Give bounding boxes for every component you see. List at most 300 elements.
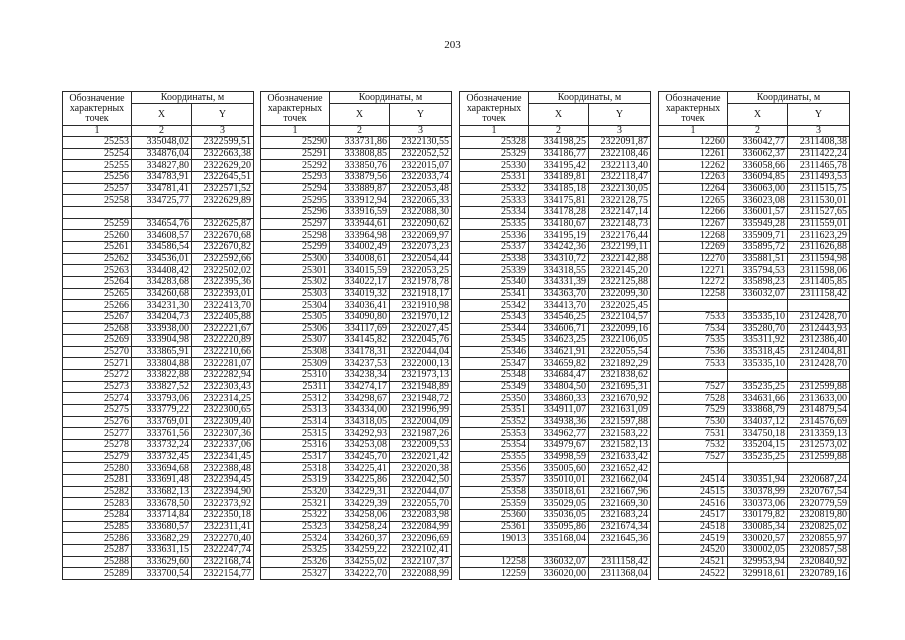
x-coordinate-cell: 333916,59: [330, 206, 390, 218]
table-row: [63, 544, 254, 556]
x-coordinate-cell: 334258,24: [330, 521, 390, 533]
point-id-cell: 25328: [460, 137, 529, 149]
y-header: Y: [390, 104, 452, 126]
table-row: [460, 230, 651, 242]
point-id-cell: 25267: [63, 311, 132, 323]
x-coordinate-cell: 334606,71: [529, 323, 589, 335]
table-row: [460, 276, 651, 288]
y-coordinate-cell: 2320825,02: [788, 521, 850, 533]
x-coordinate-cell: 333779,22: [132, 405, 192, 417]
table-row: [63, 428, 254, 440]
y-coordinate-cell: 2322027,45: [390, 323, 452, 335]
y-coordinate-cell: [589, 544, 651, 556]
x-coordinate-cell: 334225,86: [330, 475, 390, 487]
y-coordinate-cell: 2322670,68: [192, 230, 254, 242]
table-row: [659, 160, 850, 172]
table-row: [460, 346, 651, 358]
point-id-cell: 25283: [63, 498, 132, 510]
table-row: [460, 556, 651, 568]
point-id-cell: 7531: [659, 428, 728, 440]
x-coordinate-cell: 336032,07: [529, 556, 589, 568]
table-row: [63, 498, 254, 510]
x-header: X: [132, 104, 192, 126]
y-coordinate-cell: 2321597,88: [589, 416, 651, 428]
point-id-cell: 25275: [63, 405, 132, 417]
x-coordinate-cell: 335048,02: [132, 137, 192, 149]
point-id-cell: 25339: [460, 265, 529, 277]
y-coordinate-cell: [788, 300, 850, 312]
table-row: [659, 358, 850, 370]
x-coordinate-cell: 330020,57: [728, 533, 788, 545]
y-coordinate-cell: 2321662,04: [589, 475, 651, 487]
point-id-cell: 25358: [460, 486, 529, 498]
point-id-cell: 25322: [261, 510, 330, 522]
table-row: [261, 335, 452, 347]
point-id-cell: 25317: [261, 451, 330, 463]
y-coordinate-cell: 2322210,66: [192, 346, 254, 358]
point-id-cell: 7533: [659, 311, 728, 323]
y-coordinate-cell: 2312599,88: [788, 381, 850, 393]
y-coordinate-cell: 2321683,24: [589, 510, 651, 522]
y-coordinate-cell: 2322015,07: [390, 160, 452, 172]
point-id-cell: 25281: [63, 475, 132, 487]
table-row: [460, 475, 651, 487]
table-row: [659, 486, 850, 498]
x-coordinate-cell: 336001,57: [728, 206, 788, 218]
point-id-cell: 25315: [261, 428, 330, 440]
x-coordinate-cell: [728, 300, 788, 312]
table-row: [63, 475, 254, 487]
x-coordinate-cell: 334255,02: [330, 556, 390, 568]
y-coordinate-cell: 2320789,16: [788, 568, 850, 580]
point-id-cell: 25336: [460, 230, 529, 242]
point-id-cell: [460, 544, 529, 556]
table-row: [659, 475, 850, 487]
table-row: [659, 440, 850, 452]
point-id-cell: 25302: [261, 276, 330, 288]
x-coordinate-cell: 335204,15: [728, 440, 788, 452]
y-coordinate-cell: 2312386,40: [788, 335, 850, 347]
table-row: [460, 323, 651, 335]
y-coordinate-cell: 2322107,37: [390, 556, 452, 568]
point-id-cell: 25359: [460, 498, 529, 510]
y-coordinate-cell: 2322088,30: [390, 206, 452, 218]
table-row: [460, 183, 651, 195]
table-row: [261, 218, 452, 230]
y-coordinate-cell: 2321948,89: [390, 381, 452, 393]
x-coordinate-cell: 336032,07: [728, 288, 788, 300]
point-id-cell: 12258: [460, 556, 529, 568]
y-coordinate-cell: 2321838,62: [589, 370, 651, 382]
y-coordinate-cell: 2322044,04: [390, 346, 452, 358]
y-coordinate-cell: 2311527,65: [788, 206, 850, 218]
point-id-cell: 25313: [261, 405, 330, 417]
x-coordinate-cell: 333804,88: [132, 358, 192, 370]
x-coordinate-cell: 330373,06: [728, 498, 788, 510]
x-coordinate-cell: 334318,05: [330, 416, 390, 428]
table-row: [659, 346, 850, 358]
table-row: [63, 300, 254, 312]
designation-header: Обозначение характерных точек: [261, 92, 330, 126]
x-coordinate-cell: 335311,92: [728, 335, 788, 347]
y-coordinate-cell: 2322599,51: [192, 137, 254, 149]
y-coordinate-cell: 2313359,13: [788, 428, 850, 440]
x-coordinate-cell: 334631,66: [728, 393, 788, 405]
table-row: [460, 486, 651, 498]
x-coordinate-cell: 334804,50: [529, 381, 589, 393]
table-row: [63, 486, 254, 498]
x-coordinate-cell: 334015,59: [330, 265, 390, 277]
table-row: [659, 463, 850, 475]
table-row: [63, 218, 254, 230]
x-coordinate-cell: 334876,04: [132, 148, 192, 160]
x-coordinate-cell: 335335,10: [728, 311, 788, 323]
point-id-cell: 25295: [261, 195, 330, 207]
table-row: [460, 358, 651, 370]
x-coordinate-cell: 334298,67: [330, 393, 390, 405]
coordinates-header: Координаты, м: [529, 92, 651, 104]
y-coordinate-cell: 2322125,88: [589, 276, 651, 288]
table-row: [460, 148, 651, 160]
y-coordinate-cell: 2322090,62: [390, 218, 452, 230]
point-id-cell: 25350: [460, 393, 529, 405]
y-coordinate-cell: 2322311,41: [192, 521, 254, 533]
table-row: [460, 171, 651, 183]
x-coordinate-cell: 334178,31: [330, 346, 390, 358]
table-row: [460, 510, 651, 522]
column-number-2: 2: [529, 126, 589, 137]
table-row: [659, 148, 850, 160]
y-coordinate-cell: 2322021,42: [390, 451, 452, 463]
y-coordinate-cell: 2314879,54: [788, 405, 850, 417]
point-id-cell: 25309: [261, 358, 330, 370]
table-row: [460, 206, 651, 218]
y-coordinate-cell: 2311623,29: [788, 230, 850, 242]
point-id-cell: 25268: [63, 323, 132, 335]
x-coordinate-cell: 335881,51: [728, 253, 788, 265]
table-row: [460, 428, 651, 440]
x-coordinate-cell: 334408,42: [132, 265, 192, 277]
point-id-cell: 25285: [63, 521, 132, 533]
y-coordinate-cell: 2322281,07: [192, 358, 254, 370]
y-coordinate-cell: 2322282,94: [192, 370, 254, 382]
x-coordinate-cell: 333904,98: [132, 335, 192, 347]
y-coordinate-cell: 2311594,98: [788, 253, 850, 265]
table-row: [63, 206, 254, 218]
y-coordinate-cell: 2320857,58: [788, 544, 850, 556]
point-id-cell: 7533: [659, 358, 728, 370]
point-id-cell: 7528: [659, 393, 728, 405]
point-id-cell: 25352: [460, 416, 529, 428]
y-coordinate-cell: 2322629,89: [192, 195, 254, 207]
y-coordinate-cell: 2322099,30: [589, 288, 651, 300]
coordinates-header: Координаты, м: [132, 92, 254, 104]
y-coordinate-cell: 2322405,88: [192, 311, 254, 323]
table-row: [659, 265, 850, 277]
x-coordinate-cell: 335909,71: [728, 230, 788, 242]
point-id-cell: [63, 206, 132, 218]
point-id-cell: 25354: [460, 440, 529, 452]
table-row: [63, 451, 254, 463]
y-coordinate-cell: 2322148,73: [589, 218, 651, 230]
x-coordinate-cell: 334827,80: [132, 160, 192, 172]
table-row: [460, 335, 651, 347]
point-id-cell: 25332: [460, 183, 529, 195]
y-coordinate-cell: 2322413,70: [192, 300, 254, 312]
x-coordinate-cell: 333682,29: [132, 533, 192, 545]
table-row: [460, 253, 651, 265]
x-coordinate-cell: 330002,05: [728, 544, 788, 556]
x-coordinate-cell: 334623,25: [529, 335, 589, 347]
y-coordinate-cell: 2322096,69: [390, 533, 452, 545]
column-number-2: 2: [330, 126, 390, 137]
y-coordinate-cell: 2321973,13: [390, 370, 452, 382]
table-row: [63, 148, 254, 160]
y-coordinate-cell: 2311515,75: [788, 183, 850, 195]
table-row: [460, 521, 651, 533]
x-coordinate-cell: 333714,84: [132, 510, 192, 522]
y-coordinate-cell: 2322113,40: [589, 160, 651, 172]
point-id-cell: 25335: [460, 218, 529, 230]
y-coordinate-cell: 2322054,44: [390, 253, 452, 265]
x-coordinate-cell: 335898,23: [728, 276, 788, 288]
x-coordinate-cell: 334198,25: [529, 137, 589, 149]
x-coordinate-cell: 335029,05: [529, 498, 589, 510]
x-coordinate-cell: 334783,91: [132, 171, 192, 183]
x-coordinate-cell: 333761,56: [132, 428, 192, 440]
point-id-cell: 25349: [460, 381, 529, 393]
table-row: [659, 276, 850, 288]
x-coordinate-cell: 330351,94: [728, 475, 788, 487]
x-coordinate-cell: 334238,34: [330, 370, 390, 382]
x-header: X: [529, 104, 589, 126]
x-coordinate-cell: 335335,10: [728, 358, 788, 370]
x-coordinate-cell: 334145,82: [330, 335, 390, 347]
y-coordinate-cell: 2321670,92: [589, 393, 651, 405]
x-coordinate-cell: 333732,45: [132, 451, 192, 463]
y-coordinate-cell: 2322388,48: [192, 463, 254, 475]
point-id-cell: 25361: [460, 521, 529, 533]
table-row: [63, 183, 254, 195]
y-coordinate-cell: 2322102,41: [390, 544, 452, 556]
point-id-cell: 25324: [261, 533, 330, 545]
x-coordinate-cell: 334962,77: [529, 428, 589, 440]
coordinates-table: [260, 91, 452, 580]
x-coordinate-cell: 330378,99: [728, 486, 788, 498]
point-id-cell: 25343: [460, 311, 529, 323]
table-row: [659, 171, 850, 183]
point-id-cell: 25278: [63, 440, 132, 452]
y-coordinate-cell: 2312443,93: [788, 323, 850, 335]
table-row: [63, 381, 254, 393]
table-row: [63, 521, 254, 533]
table-row: [63, 510, 254, 522]
y-coordinate-cell: 2322645,51: [192, 171, 254, 183]
y-coordinate-cell: 2321892,29: [589, 358, 651, 370]
y-coordinate-cell: 2322069,97: [390, 230, 452, 242]
x-coordinate-cell: 333682,13: [132, 486, 192, 498]
x-coordinate-cell: 334938,36: [529, 416, 589, 428]
y-coordinate-cell: 2322053,25: [390, 265, 452, 277]
table-row: [63, 288, 254, 300]
point-id-cell: 25319: [261, 475, 330, 487]
x-coordinate-cell: 334231,30: [132, 300, 192, 312]
x-coordinate-cell: 333912,94: [330, 195, 390, 207]
table-row: [460, 137, 651, 149]
x-coordinate-cell: 334725,77: [132, 195, 192, 207]
table-row: [659, 405, 850, 417]
point-id-cell: 25347: [460, 358, 529, 370]
x-coordinate-cell: 334186,77: [529, 148, 589, 160]
point-id-cell: 25272: [63, 370, 132, 382]
y-coordinate-cell: 2322130,05: [589, 183, 651, 195]
y-coordinate-cell: 2322300,65: [192, 405, 254, 417]
point-id-cell: 25340: [460, 276, 529, 288]
y-coordinate-cell: 2322091,87: [589, 137, 651, 149]
point-id-cell: 25297: [261, 218, 330, 230]
point-id-cell: 25325: [261, 544, 330, 556]
table-row: [261, 556, 452, 568]
y-coordinate-cell: 2322073,23: [390, 241, 452, 253]
y-coordinate-cell: 2321582,13: [589, 440, 651, 452]
x-coordinate-cell: 334019,32: [330, 288, 390, 300]
y-coordinate-cell: 2322341,45: [192, 451, 254, 463]
coordinates-table: [459, 91, 651, 580]
x-coordinate-cell: 334242,36: [529, 241, 589, 253]
x-coordinate-cell: 334413,70: [529, 300, 589, 312]
x-coordinate-cell: 334180,67: [529, 218, 589, 230]
table-row: [659, 451, 850, 463]
point-id-cell: 25329: [460, 148, 529, 160]
point-id-cell: 7535: [659, 335, 728, 347]
table-row: [261, 206, 452, 218]
x-coordinate-cell: 334245,70: [330, 451, 390, 463]
y-coordinate-cell: 2322009,53: [390, 440, 452, 452]
table-row: [261, 253, 452, 265]
table-row: [460, 370, 651, 382]
y-coordinate-cell: 2321948,72: [390, 393, 452, 405]
table-row: [460, 241, 651, 253]
table-row: [460, 533, 651, 545]
point-id-cell: 25300: [261, 253, 330, 265]
y-coordinate-cell: 2322099,16: [589, 323, 651, 335]
point-id-cell: 25305: [261, 311, 330, 323]
table-row: [63, 440, 254, 452]
y-coordinate-cell: 2322395,36: [192, 276, 254, 288]
point-id-cell: 25264: [63, 276, 132, 288]
y-coordinate-cell: 2311405,85: [788, 276, 850, 288]
table-row: [63, 276, 254, 288]
y-coordinate-cell: 2320767,54: [788, 486, 850, 498]
table-row: [659, 393, 850, 405]
y-coordinate-cell: 2321695,31: [589, 381, 651, 393]
point-id-cell: 25276: [63, 416, 132, 428]
y-coordinate-cell: 2322270,40: [192, 533, 254, 545]
point-id-cell: 7532: [659, 440, 728, 452]
point-id-cell: 25258: [63, 195, 132, 207]
y-coordinate-cell: 2321667,96: [589, 486, 651, 498]
y-coordinate-cell: 2321996,99: [390, 405, 452, 417]
x-coordinate-cell: 335949,28: [728, 218, 788, 230]
table-row: [460, 463, 651, 475]
table-row: [460, 300, 651, 312]
x-coordinate-cell: 334334,00: [330, 405, 390, 417]
y-coordinate-cell: 2322084,99: [390, 521, 452, 533]
x-coordinate-cell: 335168,04: [529, 533, 589, 545]
point-id-cell: 25262: [63, 253, 132, 265]
coordinates-table: [62, 91, 254, 580]
point-id-cell: 25292: [261, 160, 330, 172]
y-coordinate-cell: 2312428,70: [788, 311, 850, 323]
x-coordinate-cell: 334260,68: [132, 288, 192, 300]
table-row: [659, 370, 850, 382]
point-id-cell: 25314: [261, 416, 330, 428]
x-coordinate-cell: 334090,80: [330, 311, 390, 323]
table-row: [63, 405, 254, 417]
point-id-cell: 24514: [659, 475, 728, 487]
y-coordinate-cell: 2311422,24: [788, 148, 850, 160]
point-id-cell: 12261: [659, 148, 728, 160]
table-row: [261, 393, 452, 405]
x-coordinate-cell: 329918,61: [728, 568, 788, 580]
table-row: [659, 521, 850, 533]
y-coordinate-cell: 2321978,78: [390, 276, 452, 288]
point-id-cell: 25311: [261, 381, 330, 393]
x-coordinate-cell: 335235,25: [728, 451, 788, 463]
y-header: Y: [589, 104, 651, 126]
table-row: [659, 510, 850, 522]
point-id-cell: 25253: [63, 137, 132, 149]
table-row: [63, 311, 254, 323]
x-coordinate-cell: 336094,85: [728, 171, 788, 183]
point-id-cell: 25296: [261, 206, 330, 218]
point-id-cell: 24516: [659, 498, 728, 510]
x-coordinate-cell: 334283,68: [132, 276, 192, 288]
table-row: [261, 183, 452, 195]
table-row: [659, 218, 850, 230]
table-row: [659, 183, 850, 195]
x-coordinate-cell: 334117,69: [330, 323, 390, 335]
x-coordinate-cell: 333938,00: [132, 323, 192, 335]
table-row: [63, 195, 254, 207]
x-coordinate-cell: 333700,54: [132, 568, 192, 580]
point-id-cell: 12269: [659, 241, 728, 253]
y-coordinate-cell: 2322118,47: [589, 171, 651, 183]
point-id-cell: 25326: [261, 556, 330, 568]
point-id-cell: 24515: [659, 486, 728, 498]
x-coordinate-cell: 334292,93: [330, 428, 390, 440]
point-id-cell: 25330: [460, 160, 529, 172]
point-id-cell: 24522: [659, 568, 728, 580]
table-row: [659, 195, 850, 207]
x-coordinate-cell: 333793,06: [132, 393, 192, 405]
table-row: [261, 451, 452, 463]
x-coordinate-cell: 333865,91: [132, 346, 192, 358]
y-coordinate-cell: 2320840,92: [788, 556, 850, 568]
x-coordinate-cell: [529, 544, 589, 556]
table-row: [659, 556, 850, 568]
x-coordinate-cell: 334659,82: [529, 358, 589, 370]
point-id-cell: 25284: [63, 510, 132, 522]
y-coordinate-cell: 2311158,42: [589, 556, 651, 568]
y-coordinate-cell: 2321633,42: [589, 451, 651, 463]
y-coordinate-cell: 2322055,70: [390, 498, 452, 510]
table-row: [659, 428, 850, 440]
x-coordinate-cell: 334037,12: [728, 416, 788, 428]
x-coordinate-cell: [728, 370, 788, 382]
y-coordinate-cell: 2322053,48: [390, 183, 452, 195]
point-id-cell: 7527: [659, 381, 728, 393]
